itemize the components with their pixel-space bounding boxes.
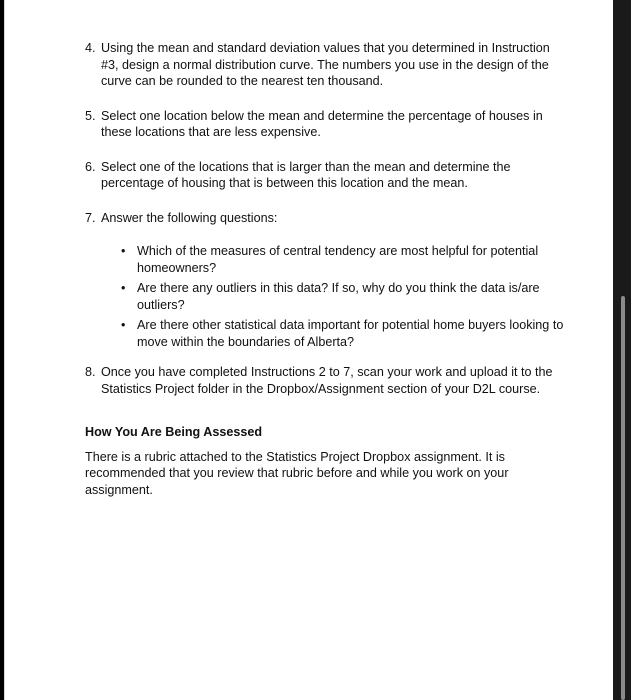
bullet-icon: • [121,318,126,332]
instruction-number: 5. [85,108,96,123]
instruction-item-6 [85,159,565,192]
document-page [4,0,613,700]
bullet-icon: • [121,281,126,295]
bullet-icon: • [121,244,126,258]
instruction-text: Answer the following questions: [101,210,278,225]
page-content [85,40,565,498]
section-body: There is a rubric attached to the Statistics Project Dropbox assignment. It is recommended that you review that rubric before and while you work on your assignment. [85,449,509,497]
question-text: Which of the measures of central tendency are most helpful for potential homeowners? [137,244,539,275]
instruction-text: Select one of the locations that is larger than the mean and determine the percentage of housing that is between this location and the mean. [101,159,511,190]
list-item [121,317,565,350]
instruction-number: 6. [85,159,96,174]
instruction-number: 7. [85,210,96,225]
instruction-text: Select one location below the mean and determine the percentage of houses in these locations that are less expensive. [101,108,543,139]
instruction-item-8 [85,364,565,397]
list-item [121,280,565,313]
instruction-item-5 [85,108,565,141]
instruction-number: 4. [85,41,96,55]
instruction-number: 8. [85,365,96,379]
list-item [121,243,565,276]
instruction-list [85,40,565,397]
instruction-item-4 [85,40,565,90]
question-list [101,243,565,350]
question-text: Are there other statistical data important for potential home buyers looking to move within the boundaries of Alberta? [137,318,564,349]
question-text: Are there any outliers in this data? If so, why do you think the data is/are outliers? [137,281,540,312]
instruction-item-7 [85,210,565,351]
section-title: How You Are Being Assessed [85,425,263,439]
instruction-text: Using the mean and standard deviation values that you determined in Instruction #3, design a normal distribution curve. The numbers you use in the design of the curve can be rounded to the nearest ten thousand. [101,41,550,88]
scrollbar-thumb[interactable] [621,296,625,700]
instruction-text: Once you have completed Instructions 2 to 7, scan your work and upload it to the Statistics Project folder in the Dropbox/Assignment section of your D2L course. [101,365,553,396]
